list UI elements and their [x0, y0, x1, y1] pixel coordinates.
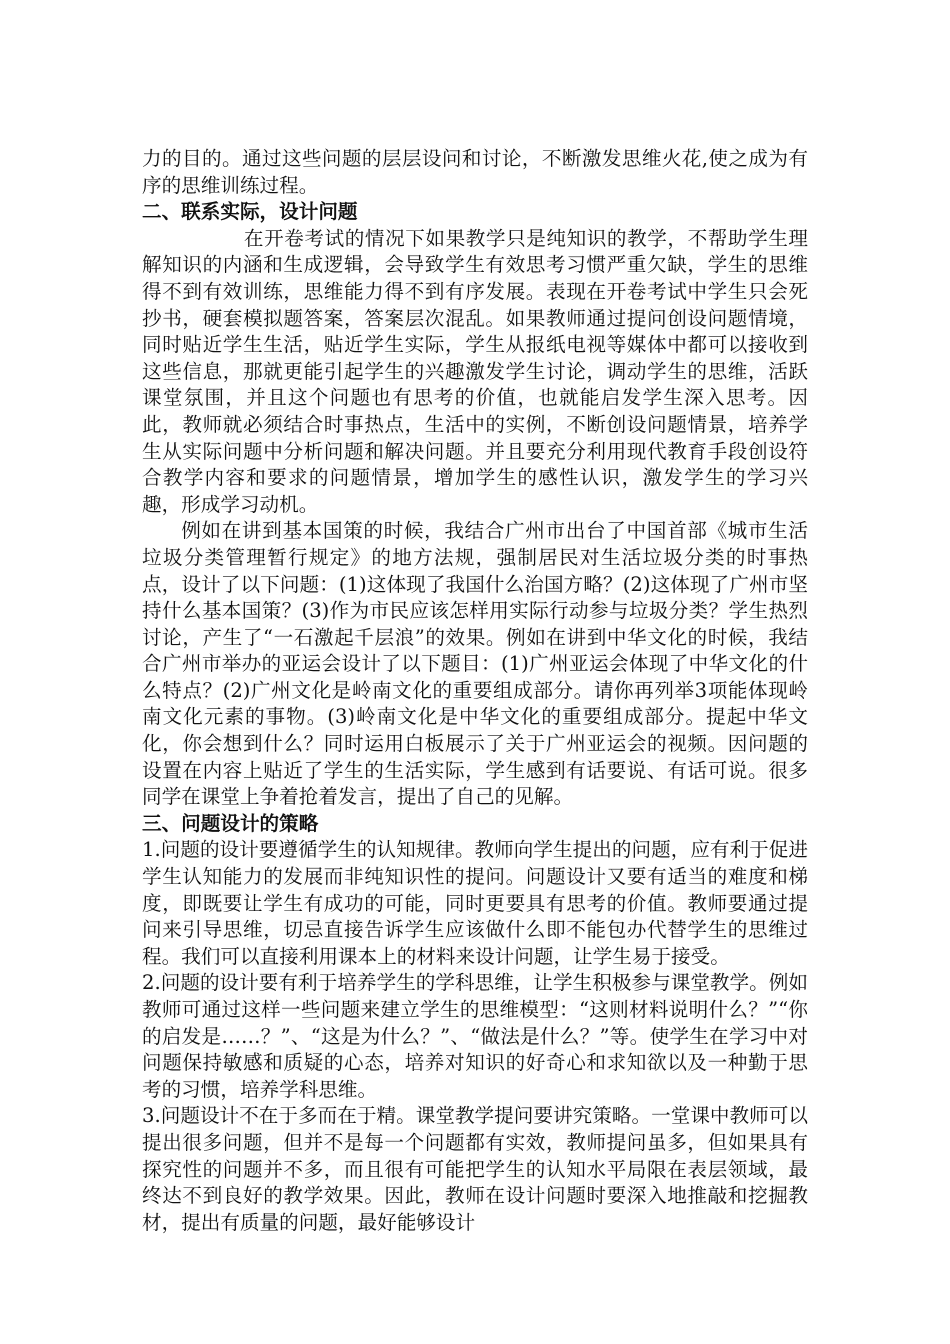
- section-3-heading: 三、问题设计的策略: [142, 811, 319, 835]
- section-3-item-3: 3.问题设计不在于多而在于精。课堂教学提问要讲究策略。一堂课中教师可以提出很多问题，但并不是每一个问题都有实效，教师提问虽多，但如果具有探究性的问题并不多，而且很有可能把学生的认知水平局限在表层领域，最终达不到良好的教学效果。因此，教师在设计问题时要深入地推敲和挖掘教材，提出有质量的问题，最好能够设计: [142, 1104, 808, 1234]
- section-3-item-1: 1.问题的设计要遵循学生的认知规律。教师向学生提出的问题，应有利于促进学生认知能力的发展而非纯知识性的提问。问题设计又要有适当的难度和梯度，即既要让学生有成功的可能，同时更要具有思考的价值。教师要通过提问来引导思维，切忌直接告诉学生应该做什么即不能包办代替学生的思维过程。我们可以直接利用课本上的材料来设计问题，让学生易于接受。: [142, 838, 808, 968]
- document-page: [142, 146, 808, 1236]
- section-2-heading: 二、联系实际，设计问题: [142, 200, 358, 224]
- section-2-paragraph-2: 例如在讲到基本国策的时候，我结合广州市出台了中国首部《城市生活垃圾分类管理暂行规定》的地方法规，强制居民对生活垃圾分类的时事热点，设计了以下问题：(1)这体现了我国什么治国方略？(2)这体现了广州市坚持什么基本国策？(3)作为市民应该怎样用实际行动参与垃圾分类？学生热烈讨论，产生了“一石激起千层浪”的效果。例如在讲到中华文化的时候，我结合广州市举办的亚运会设计了以下题目：(1)广州亚运会体现了中华文化的什么特点？(2)广州文化是岭南文化的重要组成部分。请你再列举3项能体现岭南文化元素的事物。(3)岭南文化是中华文化的重要组成部分。提起中华文化，你会想到什么？同时运用白板展示了关于广州亚运会的视频。因问题的设置在内容上贴近了学生的生活实际，学生感到有话要说、有话可说。很多同学在课堂上争着抢着发言，提出了自己的见解。: [142, 519, 808, 809]
- section-3-item-2: 2.问题的设计要有利于培养学生的学科思维，让学生积极参与课堂教学。例如教师可通过这样一些问题来建立学生的思维模型：“这则材料说明什么？”“你的启发是……？”、“这是为什么？”、“做法是什么？”等。使学生在学习中对问题保持敏感和质疑的心态，培养对知识的好奇心和求知欲以及一种勤于思考的习惯，培养学科思维。: [142, 971, 808, 1101]
- intro-paragraph: 力的目的。通过这些问题的层层设问和讨论，不断激发思维火花,使之成为有序的思维训练过程。: [142, 147, 808, 197]
- section-2-paragraph-1: 在开卷考试的情况下如果教学只是纯知识的教学，不帮助学生理解知识的内涵和生成逻辑，会导致学生有效思考习惯严重欠缺，学生的思维得不到有效训练，思维能力得不到有序发展。表现在开卷考试中学生只会死抄书，硬套模拟题答案，答案层次混乱。如果教师通过提问创设问题情境，同时贴近学生生活，贴近学生实际，学生从报纸电视等媒体中都可以接收到这些信息，那就更能引起学生的兴趣激发学生讨论，调动学生的思维，活跃课堂氛围，并且这个问题也有思考的价值，也就能启发学生深入思考。因此，教师就必须结合时事热点，生活中的实例，不断创设问题情景，培养学生从实际问题中分析问题和解决问题。并且要充分利用现代教育手段创设符合教学内容和要求的问题情景，增加学生的感性认识，激发学生的学习兴趣，形成学习动机。: [142, 226, 808, 516]
